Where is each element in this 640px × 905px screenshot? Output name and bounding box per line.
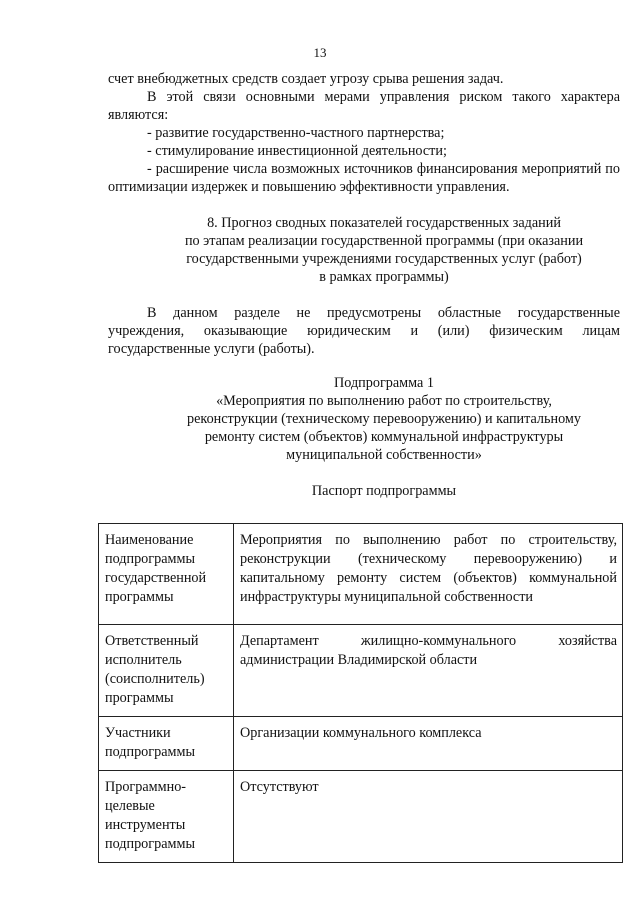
table-row [99, 524, 623, 625]
title-line: 8. Прогноз сводных показателей государственных заданий [207, 215, 561, 231]
row-label: Ответственный исполнитель (соисполнитель) программы [99, 625, 234, 717]
table-row [99, 717, 623, 771]
title-line: по этапам реализации государственной программы (при оказании [184, 233, 584, 249]
intro-paragraph: В этой связи основными мерами управления риском такого характера являются: [108, 89, 620, 123]
page-number: 13 [313, 45, 327, 60]
row-label: Участники подпрограммы [99, 717, 234, 771]
passport-table [98, 523, 623, 863]
title-line: государственными учреждениями государственных услуг (работ) [186, 251, 582, 267]
bullet-item: - стимулирование инвестиционной деятельности; [147, 143, 447, 159]
heading-line: «Мероприятия по выполнению работ по строительству, [216, 393, 552, 409]
row-value: Организации коммунального комплекса [234, 717, 623, 771]
row-value: Мероприятия по выполнению работ по строительству, реконструкции (техническому перевооружению) и капитальному ремонту систем (объектов) коммунальной инфраструктуры муниципальной собственности [234, 524, 623, 625]
row-value: Департамент жилищно-коммунального хозяйства администрации Владимирской области [234, 625, 623, 717]
heading-line: ремонту систем (объектов) коммунальной инфраструктуры [204, 429, 564, 445]
bullet-item: - расширение числа возможных источников финансирования мероприятий по оптимизации издержек и повышению эффективности управления. [108, 161, 620, 195]
heading-line: Подпрограмма 1 [334, 375, 434, 391]
row-value: Отсутствуют [234, 771, 623, 863]
subprogram-heading [108, 374, 620, 464]
intro-line: счет внебюджетных средств создает угрозу срыва решения задач. [108, 71, 504, 87]
row-label: Наименование подпрограммы государственной программы [99, 524, 234, 625]
row-label: Программно-целевые инструменты подпрограммы [99, 771, 234, 863]
heading-line: реконструкции (техническому перевооружению) и капитальному [187, 411, 581, 427]
section-8-title [108, 214, 620, 286]
bullet-item: - развитие государственно-частного партнерства; [147, 125, 445, 141]
passport-title: Паспорт подпрограммы [311, 483, 457, 499]
table-row [99, 771, 623, 863]
table-row [99, 625, 623, 717]
section-8-body: В данном разделе не предусмотрены областные государственные учреждения, оказывающие юридическим и (или) физическим лицам государственные услуги (работы). [108, 305, 620, 357]
heading-line: муниципальной собственности» [286, 447, 482, 463]
document-body [108, 70, 620, 500]
title-line: в рамках программы) [319, 269, 449, 285]
